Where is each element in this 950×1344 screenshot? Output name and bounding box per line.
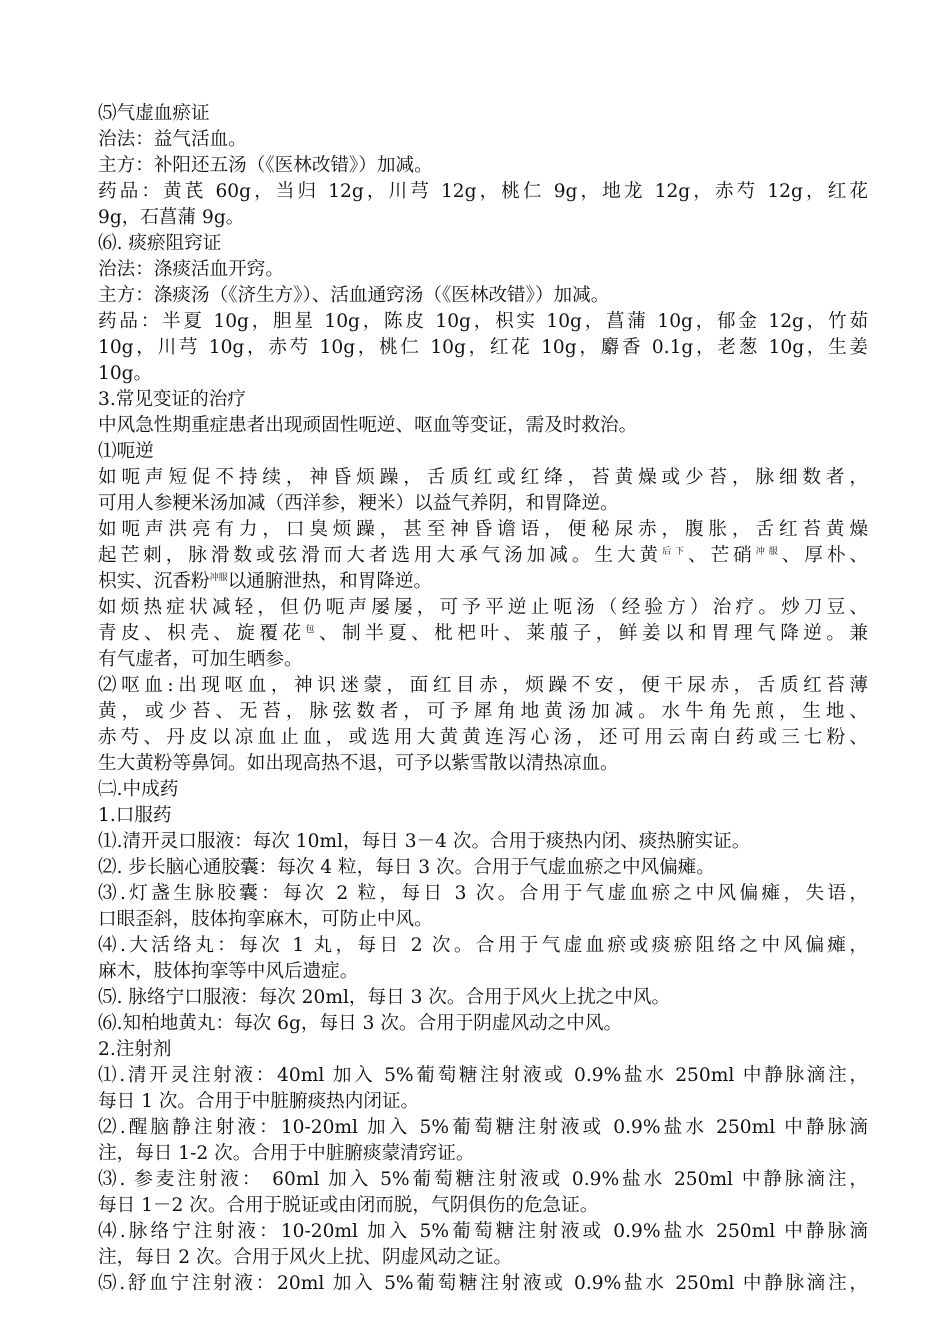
- text-line: [98, 543, 868, 569]
- text-line: ⑴呃逆: [98, 441, 154, 462]
- text-line: 如呃声洪亮有力，口臭烦躁，甚至神昏谵语，便秘尿赤，腹胀，舌红苔黄燥: [98, 519, 868, 540]
- text-segment: 以通腑泄热，和胃降逆。: [227, 571, 433, 592]
- text-line: 10g。: [98, 363, 153, 384]
- text-line: 每日 1－2 次。合用于脱证或由闭而脱，气阴俱伤的危急证。: [98, 1195, 599, 1216]
- text-segment: 起芒刺，脉滑数或弦滑而大者选用大承气汤加减。生大黄: [98, 545, 663, 566]
- text-line: ⑷.脉络宁注射液：10-20ml 加入 5%葡萄糖注射液或 0.9%盐水 250ml 中静脉滴: [98, 1221, 868, 1242]
- superscript-note: 冲服: [755, 547, 782, 557]
- text-line: 9g，石菖蒲 9g。: [98, 207, 245, 228]
- text-line: 治法：益气活血。: [98, 129, 247, 150]
- text-line: 3.常见变证的治疗: [98, 389, 246, 410]
- text-line: 每日 1 次。合用于中脏腑痰热内闭证。: [98, 1091, 420, 1112]
- text-line: ⑵.醒脑静注射液：10-20ml 加入 5%葡萄糖注射液或 0.9%盐水 250ml 中静脉滴: [98, 1117, 868, 1138]
- text-line: ⑶.灯盏生脉胶囊：每次 2 粒，每日 3 次。合用于气虚血瘀之中风偏瘫，失语，: [98, 883, 868, 904]
- text-line: ⑸.舒血宁注射液：20ml 加入 5%葡萄糖注射液或 0.9%盐水 250ml 中静脉滴注，: [98, 1273, 868, 1294]
- text-line: 可用人参粳米汤加减（西洋参，粳米）以益气养阴，和胃降逆。: [98, 493, 619, 514]
- text-segment: 、芒硝: [688, 545, 756, 566]
- text-line: 1.口服药: [98, 805, 172, 826]
- text-line: ⑵. 步长脑心通胶囊：每次 4 粒，每日 3 次。合用于气虚血瘀之中风偏瘫。: [98, 857, 715, 878]
- superscript-note: 冲服: [209, 573, 228, 583]
- text-segment: 、厚朴、: [781, 545, 868, 566]
- text-line: ⑴.清开灵口服液：每次 10ml，每日 3－4 次。合用于痰热内闭、痰热腑实证。: [98, 831, 751, 852]
- text-segment: 枳实、沉香粉: [98, 571, 210, 592]
- text-line: 2.注射剂: [98, 1039, 172, 1060]
- text-segment: 、制半夏、枇杷叶、莱菔子，鲜姜以和胃理气降逆。兼: [319, 623, 868, 644]
- superscript-note: 包: [305, 625, 320, 635]
- text-line: ㈡.中成药: [98, 779, 179, 800]
- text-line: 如呃声短促不持续，神昏烦躁，舌质红或红绛，苔黄燥或少苔，脉细数者，: [98, 467, 868, 488]
- text-segment: 青皮、枳壳、旋覆花: [98, 623, 306, 644]
- text-line: 口眼歪斜，肢体拘挛麻木，可防止中风。: [98, 909, 433, 930]
- text-line: 药品：半夏 10g，胆星 10g，陈皮 10g，枳实 10g，菖蒲 10g，郁金 12g，竹茹: [98, 311, 868, 332]
- text-line: ⑶. 参麦注射液： 60ml 加入 5%葡萄糖注射液或 0.9%盐水 250ml 中静脉滴注，: [98, 1169, 868, 1190]
- text-line: ⑵呕血:出现呕血，神识迷蒙，面红目赤，烦躁不安，便干尿赤，舌质红苔薄: [98, 675, 868, 696]
- text-line: 中风急性期重症患者出现顽固性呃逆、呕血等变证，需及时救治。: [98, 415, 638, 436]
- text-line: ⑸. 脉络宁口服液：每次 20ml，每日 3 次。合用于风火上扰之中风。: [98, 987, 671, 1008]
- text-line: 黄，或少苔、无苔，脉弦数者，可予犀角地黄汤加减。水牛角先煎，生地、: [98, 701, 868, 722]
- text-line: 治法：涤痰活血开窍。: [98, 259, 284, 280]
- text-line: 有气虚者，可加生晒参。: [98, 649, 303, 670]
- text-line: 注，每日 1-2 次。合用于中脏腑痰蒙清窍证。: [98, 1143, 475, 1164]
- text-line: 主方：涤痰汤（《济生方》）、活血通窍汤（《医林改错》）加减。: [98, 285, 610, 306]
- text-line: 如烦热症状减轻，但仍呃声屡屡，可予平逆止呃汤（经验方）治疗。炒刀豆、: [98, 597, 868, 618]
- text-line: 注，每日 2 次。合用于风火上扰、阴虚风动之证。: [98, 1247, 513, 1268]
- text-line: 主方：补阳还五汤（《医林改错》）加减。: [98, 155, 433, 176]
- text-line: 麻木，肢体拘挛等中风后遗症。: [98, 961, 359, 982]
- text-line: [98, 621, 868, 647]
- document-page: [98, 101, 868, 1297]
- text-line: 赤芍、丹皮以凉血止血，或选用大黄黄连泻心汤，还可用云南白药或三七粉、: [98, 727, 868, 748]
- text-line: 药品：黄芪 60g，当归 12g，川芎 12g，桃仁 9g，地龙 12g，赤芍 12g，红花: [98, 181, 868, 202]
- text-line: ⑹. 痰瘀阻窍证: [98, 233, 222, 254]
- superscript-note: 后下: [662, 547, 689, 557]
- text-line: 生大黄粉等鼻饲。如出现高热不退，可予以紫雪散以清热凉血。: [98, 753, 619, 774]
- text-line: [98, 569, 868, 595]
- text-line: ⑸气虚血瘀证: [98, 103, 210, 124]
- text-line: ⑴.清开灵注射液：40ml 加入 5%葡萄糖注射液或 0.9%盐水 250ml 中静脉滴注，: [98, 1065, 868, 1086]
- text-line: ⑷.大活络丸：每次 1 丸，每日 2 次。合用于气虚血瘀或痰瘀阻络之中风偏瘫，: [98, 935, 868, 956]
- text-line: ⑹.知柏地黄丸：每次 6g，每日 3 次。合用于阴虚风动之中风。: [98, 1013, 623, 1034]
- text-line: 10g，川芎 10g，赤芍 10g，桃仁 10g，红花 10g，麝香 0.1g，老葱 10g，生姜: [98, 337, 868, 358]
